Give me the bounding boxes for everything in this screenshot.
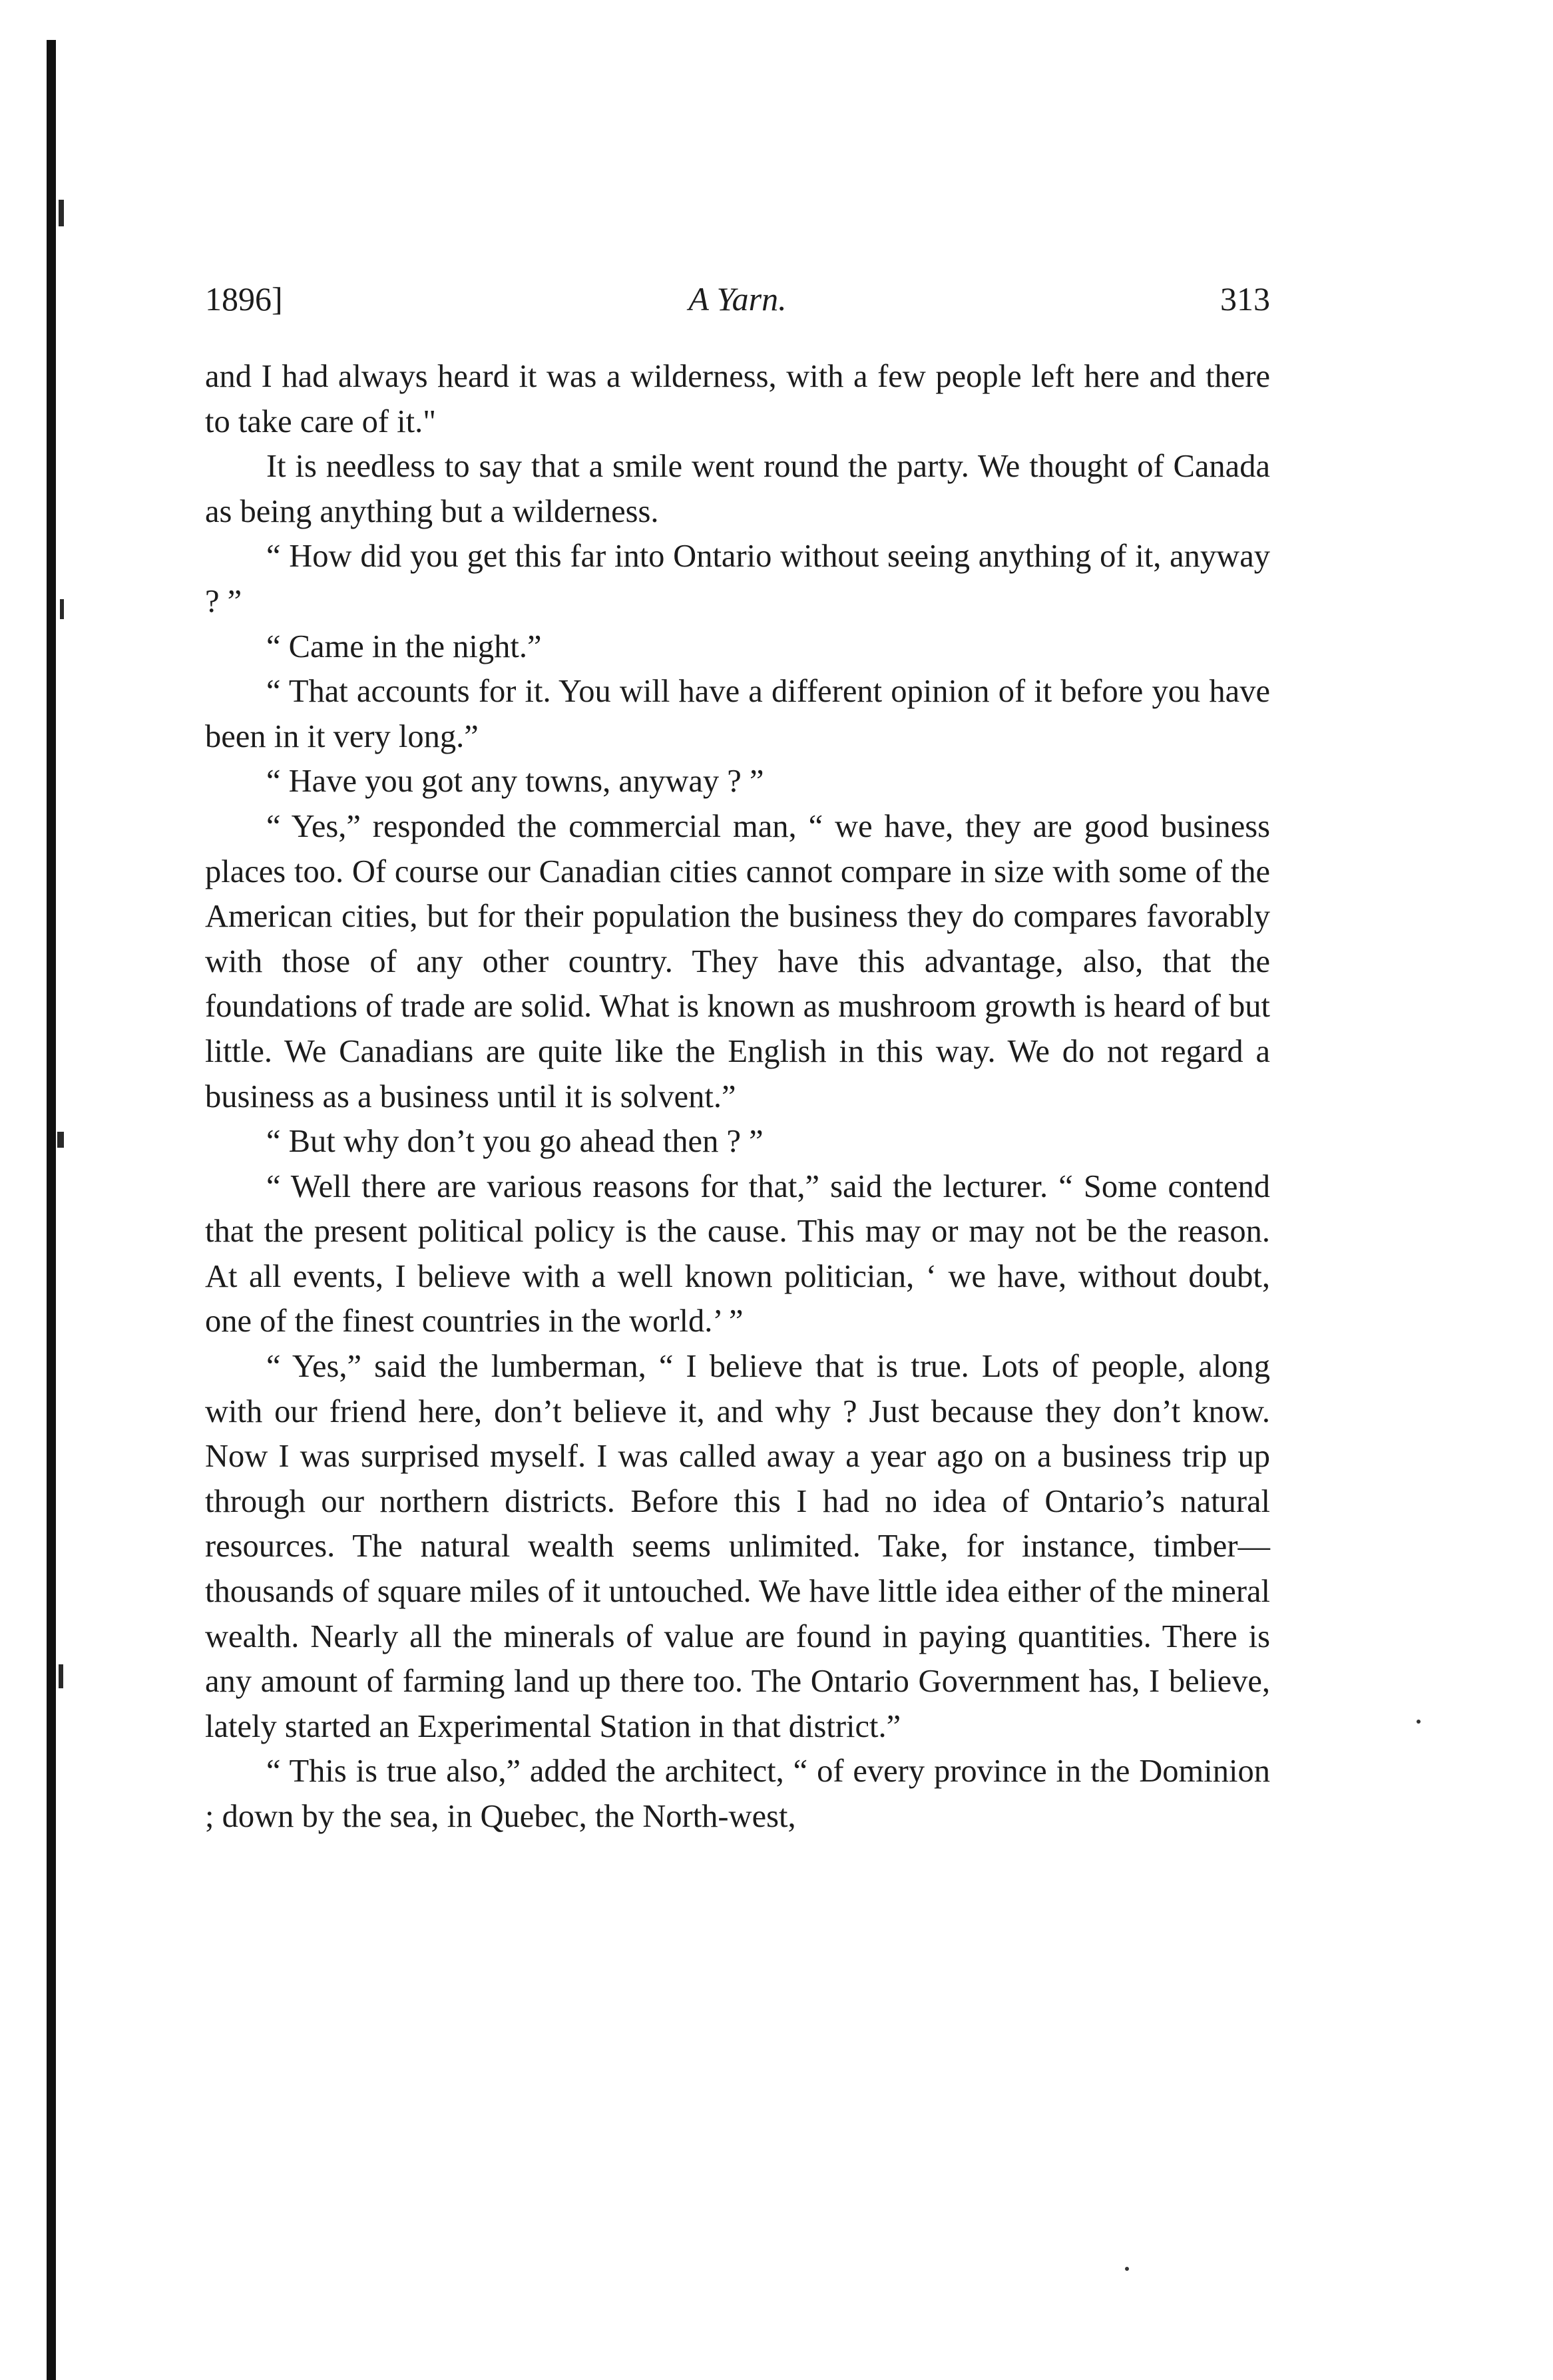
paragraph: “ How did you get this far into Ontario without seeing anything of it, anyway ? ” <box>205 539 1270 619</box>
paragraph: “ Well there are various reasons for that,” said the lecturer. “ Some contend that the present political policy is the cause. This may or may not be the reason. At all events, I believe with a well known politician, ‘ we have, without doubt, one of the finest countries in the world.’ ” <box>205 1168 1270 1339</box>
page-binding-edge <box>47 40 56 2380</box>
paragraph: It is needless to say that a smile went round the party. We thought of Canada as being anything but a wilderness. <box>205 449 1270 529</box>
binding-speck <box>59 200 64 226</box>
paragraph: “ Have you got any towns, anyway ? ” <box>266 764 764 800</box>
paragraph: and I had always heard it was a wilderness, with a few people left here and there to take care of it." <box>205 359 1270 439</box>
binding-speck <box>60 599 64 619</box>
paragraph: “ Came in the night.” <box>266 628 542 664</box>
book-page <box>205 280 1270 1839</box>
paragraph: “ That accounts for it. You will have a different opinion of it before you have been in it very long.” <box>205 674 1270 754</box>
paragraph: “ This is true also,” added the architect, “ of every province in the Dominion ; down by the sea, in Quebec, the North-west, <box>205 1754 1270 1834</box>
stray-mark <box>1417 1720 1421 1724</box>
running-head <box>205 280 1270 328</box>
page-number: 313 <box>1220 280 1270 318</box>
paragraph: “ Yes,” responded the commercial man, “ we have, they are good business places too. Of course our Canadian cities cannot compare in size with some of the American cities, but for their population the business they do compares favorably with those of any other country. They have this advantage, also, that the foundations of trade are solid. What is known as mushroom growth is heard of but little. We Canadians are quite like the English in this way. We do not regard a business as a business until it is solvent.” <box>205 808 1270 1114</box>
stray-mark <box>1125 2267 1129 2271</box>
binding-speck <box>59 1664 63 1688</box>
paragraph: “ Yes,” said the lumberman, “ I believe that is true. Lots of people, along with our friend here, don’t believe it, and why ? Just because they don’t know. Now I was surprised myself. I was called away a year ago on a business trip up through our northern districts. Before this I had no idea of Ontario’s natural resources. The natural wealth seems unlimited. Take, for instance, timber—thousands of square miles of it untouched. We have little idea either of the mineral wealth. Nearly all the minerals of value are found in paying quantities. There is any amount of farming land up there too. The Ontario Government has, I believe, lately started an Experimental Station in that district.” <box>205 1349 1270 1744</box>
running-head-title: A Yarn. <box>688 280 787 318</box>
binding-speck <box>57 1132 64 1148</box>
paragraph: “ But why don’t you go ahead then ? ” <box>266 1124 764 1160</box>
running-head-year: 1896] <box>205 280 283 318</box>
body-text <box>205 354 1270 1839</box>
